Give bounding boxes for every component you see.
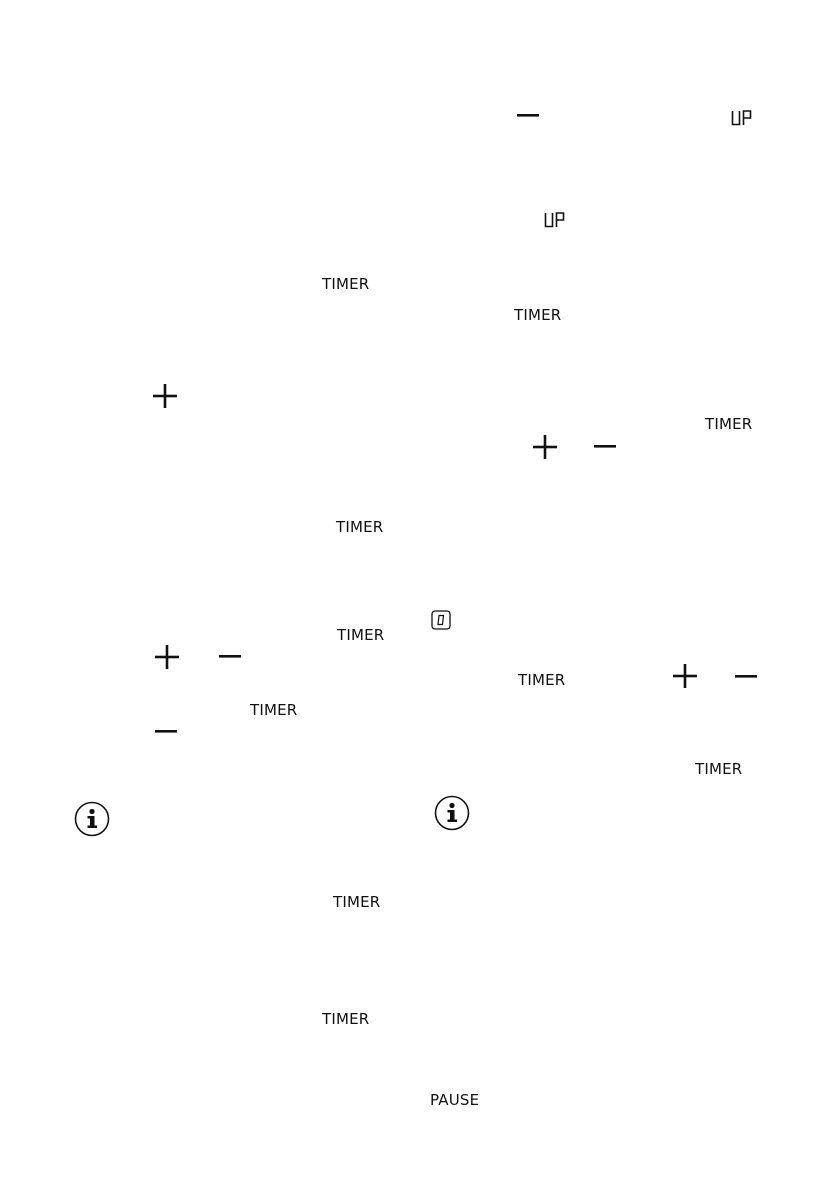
up-display-icon	[544, 212, 566, 232]
timer-label: TIMER	[695, 760, 743, 778]
zero-display-icon	[431, 610, 451, 634]
timer-label: TIMER	[518, 671, 566, 689]
timer-label: TIMER	[336, 518, 384, 536]
minus-icon	[594, 445, 616, 449]
timer-label: TIMER	[333, 893, 381, 911]
info-icon	[74, 801, 110, 837]
timer-label: TIMER	[322, 1010, 370, 1028]
timer-label: TIMER	[322, 275, 370, 293]
minus-icon	[155, 730, 177, 734]
info-icon	[434, 795, 470, 831]
timer-label: TIMER	[337, 626, 385, 644]
plus-icon	[155, 645, 179, 669]
timer-label: TIMER	[250, 701, 298, 719]
timer-label: TIMER	[514, 306, 562, 324]
up-display-icon	[731, 110, 753, 130]
minus-icon	[735, 675, 757, 679]
minus-icon	[219, 655, 241, 659]
plus-icon	[153, 384, 177, 408]
minus-icon	[517, 114, 539, 118]
timer-label: TIMER	[705, 415, 753, 433]
pause-label: PAUSE	[430, 1091, 480, 1109]
plus-icon	[533, 435, 557, 459]
plus-icon	[673, 664, 697, 688]
